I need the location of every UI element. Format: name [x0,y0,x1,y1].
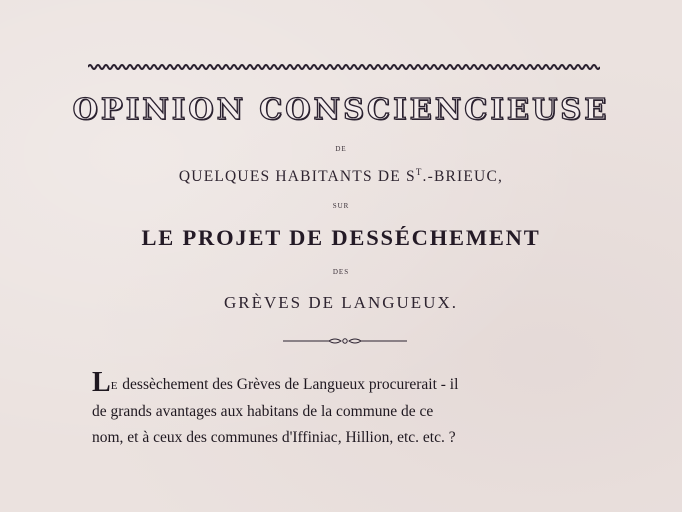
connector-des: DES [332,268,350,276]
connector-de: DE [335,145,347,153]
connector-sur: SUR [332,202,350,210]
subtitle-greves: GRÈVES DE LANGUEUX. [224,293,458,312]
subtitle-inhabitants [0,167,682,186]
drop-cap: L [92,367,111,398]
opening-paragraph [92,367,612,451]
paragraph-line-1 [92,367,612,399]
paragraph-line-3: nom, et à ceux des communes d'Iffiniac, Hillion, etc. etc. ? [92,429,456,446]
decorative-ornament [283,336,407,346]
document-title: OPINION CONSCIENCIEUSE [72,92,610,126]
paragraph-line-1-text: dessèchement des Grèves de Langueux procurerait - il [118,376,459,393]
subtitle-inhabitants-end: .-BRIEUC, [422,168,504,186]
subtitle-inhabitants-text: QUELQUES HABITANTS DE S [178,168,416,186]
small-caps-letter: E [110,380,119,392]
project-title: LE PROJET DE DESSÉCHEMENT [141,225,541,250]
decorative-top-rule [88,63,600,71]
paragraph-line-2: de grands avantages aux habitans de la commune de ce [92,403,434,420]
subtitle-inhabitants-superscript: T [415,167,423,177]
